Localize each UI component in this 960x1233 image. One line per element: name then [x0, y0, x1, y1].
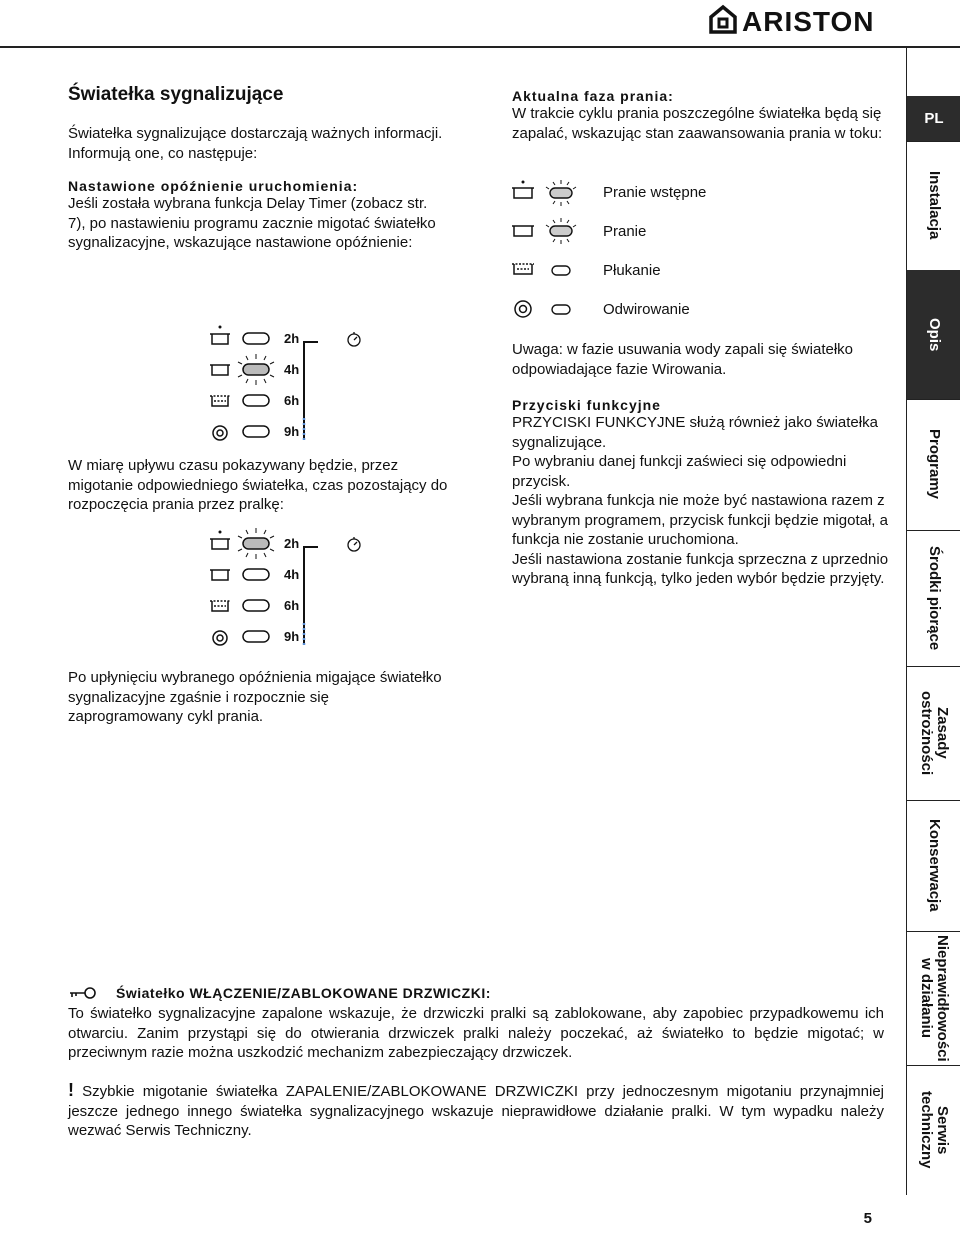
tab-lang[interactable]: [907, 96, 960, 142]
tab-nieprawidlowosci[interactable]: [907, 931, 960, 1066]
hour-label: 4h: [284, 567, 300, 582]
warning-mark: !: [68, 1080, 74, 1100]
light-9h: [243, 631, 269, 642]
light-4h: [243, 364, 269, 375]
page-number: 5: [863, 1210, 872, 1227]
light-6h: [243, 600, 269, 611]
light-4h: [243, 569, 269, 580]
hour-label: 6h: [284, 598, 300, 613]
hour-label: 2h: [284, 536, 300, 551]
warning-text: Szybkie migotanie światełka ZAPALENIE/ZABLOKOWANE DRZWICZKI przy jednoczesnym migotaniu przynajmniej jeszcze jednego innego światełka sygnalizacyjnego wskazuje nieprawidłowe działanie pralki. W tym wypadku należy wezwać Serwis Techniczny.: [68, 1083, 884, 1139]
phase-label: Pranie: [603, 223, 647, 240]
brand-logo: [700, 0, 900, 36]
end-text: Po upłynięciu wybranego opóźnienia migające światełko sygnalizacyjne zgaśnie i rozpocznie się zaprogramowany cykl prania.: [68, 669, 442, 725]
tab-konserwacja[interactable]: [907, 800, 960, 932]
intro-text: Światełka sygnalizujące dostarczają ważnych informacji.: [68, 125, 443, 142]
house-logo-icon: [708, 4, 738, 34]
tab-instalacja[interactable]: [907, 141, 960, 271]
light-9h: [243, 426, 269, 437]
delay-display-1: [208, 322, 368, 446]
tab-label: Opis: [926, 317, 943, 352]
hour-label: 4h: [284, 362, 300, 377]
phase-label: Pranie wstępne: [603, 184, 707, 201]
tab-serwis[interactable]: [907, 1065, 960, 1195]
function-heading: Przyciski funkcyjne: [512, 397, 661, 413]
function-text: Jeśli nastawiona zostanie funkcja sprzeczna z uprzednio wybraną inną funkcją, tylko jeden wybór będzie przyjęty.: [512, 550, 889, 587]
note-text: Uwaga: w fazie usuwania wody zapali się światełko odpowiadające fazie Wirowania.: [512, 341, 854, 378]
phase-list: [510, 178, 890, 328]
tab-label: Konserwacja: [926, 819, 943, 912]
rinse-icon: [210, 396, 230, 406]
tab-label: Instalacja: [926, 171, 943, 240]
prewash-icon: [210, 531, 230, 550]
light-2h: [243, 333, 269, 344]
light-2h: [243, 538, 269, 549]
tab-label: Środki piorące: [926, 545, 943, 651]
hour-label: 6h: [284, 393, 300, 408]
phase-text: W trakcie cyklu prania poszczególne światełka będą się zapalać, wskazując stan zaawansowania prania w toku:: [512, 105, 883, 142]
phase-label: Odwirowanie: [603, 301, 690, 318]
spin-icon: [213, 426, 227, 440]
left-column: [68, 84, 448, 253]
prewash-icon: [512, 181, 534, 199]
intro-text-2: Informują one, co następuje:: [68, 144, 258, 162]
warning-section: [68, 1081, 884, 1141]
key-lock-icon: [68, 986, 98, 1000]
sidebar: [906, 48, 960, 1195]
tab-label: Zasady ostrożności: [918, 690, 951, 776]
spin-icon: [213, 631, 227, 645]
hour-label: 9h: [284, 424, 300, 439]
brand-name: ARISTON: [742, 6, 875, 37]
tab-lang-label: PL: [924, 109, 944, 127]
tab-label: Nieprawidłowości w działaniu: [918, 934, 951, 1062]
middle-text: W miarę upływu czasu pokazywany będzie, przez migotanie odpowiedniego światełka, czas pozostający do rozpoczęcia prania przez pralkę:: [68, 457, 448, 513]
rinse-icon: [210, 601, 230, 611]
spin-icon: [515, 301, 531, 317]
light-6h: [243, 395, 269, 406]
delay-display-2: [208, 527, 368, 651]
door-section: [68, 984, 884, 1063]
function-text: Po wybraniu danej funkcji zaświeci się odpowiedni przycisk.: [512, 453, 847, 490]
tab-opis[interactable]: [907, 270, 960, 400]
hour-label: 2h: [284, 331, 300, 346]
tab-programy[interactable]: [907, 399, 960, 531]
wash-icon: [210, 570, 230, 580]
right-column: [512, 88, 896, 143]
door-heading: Światełko WŁĄCZENIE/ZABLOKOWANE DRZWICZKI:: [116, 985, 491, 1001]
hour-label: 9h: [284, 629, 300, 644]
rinse-icon: [512, 264, 534, 274]
tab-label: Serwis techniczny: [918, 1091, 951, 1169]
phase-heading: Aktualna faza prania:: [512, 88, 674, 104]
header-rule: [0, 46, 960, 48]
door-text: To światełko sygnalizacyjne zapalone wskazuje, że drzwiczki pralki są zablokowane, aby zapobiec przypadkowemu ich otwarciu. Zanim przystąpi się do otwierania drzwiczek pralki należy poczekać, aż światełko to będzie migotać; w przeciwnym razie można uszkodzić mechanizm zabezpieczający drzwiczek.: [68, 1005, 884, 1061]
delay-text: Jeśli została wybrana funkcja Delay Timer (zobacz str. 7), po nastawieniu programu zacznie migotać światełko sygnalizacyjne, wskazujące nastawione opóźnienie:: [68, 195, 436, 251]
right-column-lower: [512, 340, 896, 589]
function-text: Jeśli wybrana funkcja nie może być nastawiona razem z wybranym programem, przycisk funkcji będzie migotał, a funkcja nie zostanie uruchomiona.: [512, 492, 888, 548]
tab-label: Programy: [926, 429, 943, 500]
tab-zasady[interactable]: [907, 666, 960, 801]
wash-icon: [512, 226, 534, 236]
tab-srodki[interactable]: [907, 530, 960, 667]
section-title: Światełka sygnalizujące: [68, 84, 284, 105]
prewash-icon: [210, 326, 230, 345]
phase-label: Płukanie: [603, 262, 661, 279]
delay-heading: Nastawione opóźnienie uruchomienia:: [68, 178, 359, 194]
wash-icon: [210, 365, 230, 375]
function-text: PRZYCISKI FUNKCYJNE służą również jako światełka sygnalizujące.: [512, 414, 878, 451]
